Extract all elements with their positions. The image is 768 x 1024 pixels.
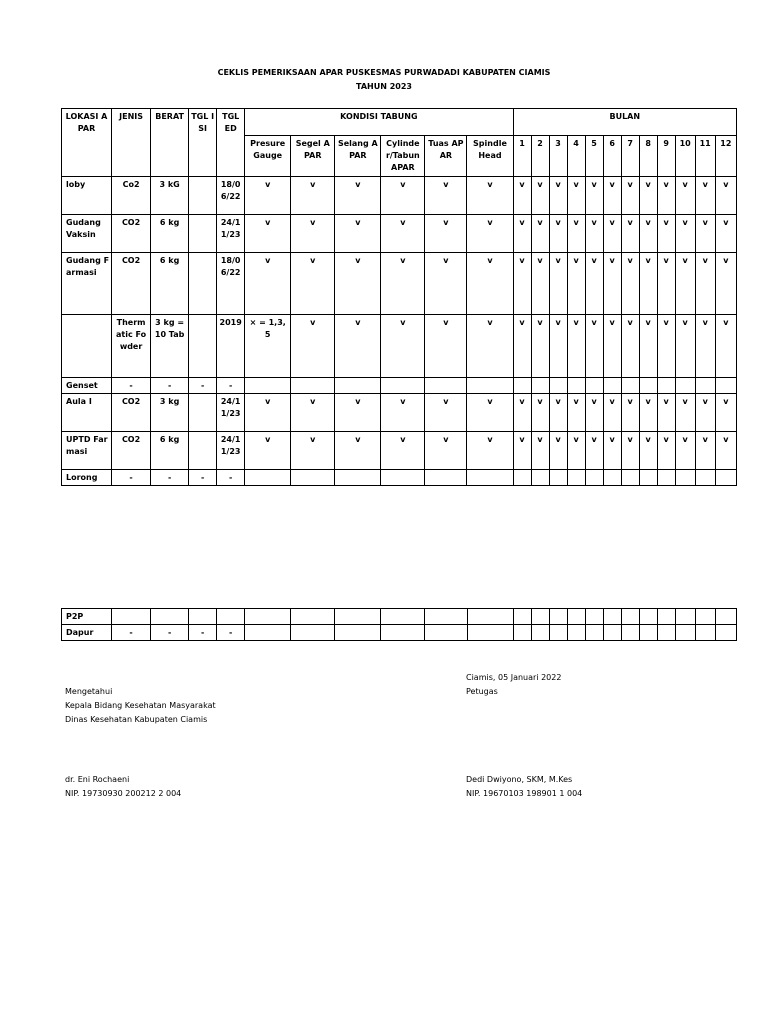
cell-month (621, 625, 639, 641)
cell-kondisi (467, 378, 513, 394)
cell-kondisi: v (245, 394, 291, 432)
apar-checklist-table-continued (61, 608, 737, 641)
cell-month (531, 609, 549, 625)
cell-month: v (531, 215, 549, 253)
cell-kondisi (291, 470, 335, 486)
header-month-1: 1 (513, 135, 531, 176)
left-signatory-nip: NIP. 19730930 200212 2 004 (65, 789, 182, 798)
document-subtitle: TAHUN 2023 (356, 82, 412, 91)
cell-berat: 3 kg (151, 394, 189, 432)
table-row (62, 253, 737, 315)
cell-jenis: CO2 (112, 253, 151, 315)
cell-kondisi: v (245, 215, 291, 253)
cell-month (549, 625, 567, 641)
cell-jenis: - (112, 470, 151, 486)
cell-tgl-isi: - (189, 470, 217, 486)
cell-month: v (657, 432, 675, 470)
cell-lokasi: loby (62, 177, 112, 215)
header-row-1 (62, 109, 737, 136)
cell-month: v (585, 432, 603, 470)
cell-month: v (675, 394, 695, 432)
cell-month: v (549, 432, 567, 470)
cell-kondisi: v (291, 177, 335, 215)
position-line-1: Kepala Bidang Kesehatan Masyarakat (65, 701, 216, 710)
cell-month (567, 378, 585, 394)
header-month-12: 12 (715, 135, 736, 176)
cell-kondisi: v (335, 394, 381, 432)
cell-kondisi (467, 609, 513, 625)
cell-kondisi: v (291, 432, 335, 470)
header-month-3: 3 (549, 135, 567, 176)
cell-kondisi: v (425, 315, 467, 378)
cell-kondisi: v (467, 394, 513, 432)
cell-month (531, 378, 549, 394)
cell-kondisi: × = 1,3,5 (245, 315, 291, 378)
cell-month: v (603, 177, 621, 215)
cell-tgl-ed (217, 609, 245, 625)
cell-lokasi: Genset (62, 378, 112, 394)
cell-kondisi: v (381, 253, 425, 315)
cell-kondisi: v (335, 177, 381, 215)
cell-month (567, 470, 585, 486)
cell-kondisi (425, 609, 467, 625)
cell-tgl-isi: - (189, 378, 217, 394)
cell-month: v (621, 394, 639, 432)
cell-month (639, 378, 657, 394)
cell-kondisi (291, 609, 335, 625)
cell-kondisi: v (291, 253, 335, 315)
cell-month: v (585, 315, 603, 378)
cell-month: v (585, 394, 603, 432)
header-jenis: JENIS (112, 109, 151, 177)
cell-jenis: Thermatic Fowder (112, 315, 151, 378)
cell-month: v (549, 315, 567, 378)
cell-month (567, 625, 585, 641)
cell-kondisi: v (335, 315, 381, 378)
cell-month (675, 470, 695, 486)
table-row (62, 625, 737, 641)
cell-berat: - (151, 625, 189, 641)
cell-kondisi (467, 470, 513, 486)
cell-month (657, 609, 675, 625)
cell-month (695, 625, 715, 641)
cell-month: v (675, 432, 695, 470)
cell-jenis (112, 609, 151, 625)
cell-month: v (567, 432, 585, 470)
cell-kondisi: v (291, 394, 335, 432)
cell-lokasi: Lorong (62, 470, 112, 486)
cell-month (513, 625, 531, 641)
cell-kondisi (425, 625, 467, 641)
cell-month: v (531, 315, 549, 378)
cell-month (603, 378, 621, 394)
document-title: CEKLIS PEMERIKSAAN APAR PUSKESMAS PURWADADI KABUPATEN CIAMIS (217, 68, 551, 77)
cell-month (603, 609, 621, 625)
cell-month (675, 378, 695, 394)
cell-kondisi: v (245, 177, 291, 215)
cell-month (549, 609, 567, 625)
cell-tgl-ed: 24/11/23 (217, 432, 245, 470)
cell-month (675, 609, 695, 625)
header-month-9: 9 (657, 135, 675, 176)
cell-month (657, 378, 675, 394)
cell-month: v (513, 177, 531, 215)
cell-month: v (657, 394, 675, 432)
cell-month (621, 470, 639, 486)
header-month-8: 8 (639, 135, 657, 176)
cell-month: v (657, 315, 675, 378)
cell-month: v (603, 253, 621, 315)
header-lokasi: LOKASI APAR (62, 109, 112, 177)
cell-month: v (695, 315, 715, 378)
cell-month (603, 625, 621, 641)
cell-month: v (675, 215, 695, 253)
cell-jenis: - (112, 625, 151, 641)
cell-month: v (549, 394, 567, 432)
cell-lokasi: Dapur (62, 625, 112, 641)
header-kondisi-tabung: KONDISI TABUNG (245, 109, 513, 136)
cell-month: v (695, 394, 715, 432)
cell-month: v (585, 177, 603, 215)
table-row (62, 177, 737, 215)
cell-tgl-ed: 24/11/23 (217, 394, 245, 432)
cell-lokasi: UPTD Farmasi (62, 432, 112, 470)
cell-kondisi (467, 625, 513, 641)
petugas-label: Petugas (466, 687, 498, 696)
cell-kondisi: v (467, 177, 513, 215)
header-kondisi-col: Spindle Head (467, 135, 513, 176)
cell-month (695, 378, 715, 394)
cell-month: v (639, 315, 657, 378)
header-month-7: 7 (621, 135, 639, 176)
cell-kondisi (245, 378, 291, 394)
table-row (62, 394, 737, 432)
cell-tgl-ed: 2019 (217, 315, 245, 378)
cell-kondisi (335, 625, 381, 641)
cell-tgl-isi (189, 215, 217, 253)
header-berat: BERAT (151, 109, 189, 177)
cell-month: v (531, 432, 549, 470)
cell-tgl-ed: - (217, 470, 245, 486)
cell-month: v (715, 177, 736, 215)
cell-month (585, 378, 603, 394)
cell-tgl-isi (189, 253, 217, 315)
cell-month: v (621, 253, 639, 315)
header-month-6: 6 (603, 135, 621, 176)
cell-kondisi (335, 609, 381, 625)
cell-berat: 6 kg (151, 432, 189, 470)
cell-month (585, 470, 603, 486)
cell-kondisi (245, 625, 291, 641)
cell-month: v (715, 394, 736, 432)
cell-month: v (567, 177, 585, 215)
cell-tgl-isi (189, 432, 217, 470)
header-kondisi-col: Presure Gauge (245, 135, 291, 176)
cell-month: v (639, 177, 657, 215)
cell-month: v (715, 253, 736, 315)
cell-month: v (621, 215, 639, 253)
place-date: Ciamis, 05 Januari 2022 (466, 673, 562, 682)
cell-month: v (567, 215, 585, 253)
cell-month (715, 625, 736, 641)
cell-month: v (603, 432, 621, 470)
cell-kondisi (245, 609, 291, 625)
cell-month: v (639, 253, 657, 315)
header-month-2: 2 (531, 135, 549, 176)
cell-tgl-isi (189, 394, 217, 432)
cell-month (715, 378, 736, 394)
cell-month (603, 470, 621, 486)
cell-month: v (621, 177, 639, 215)
cell-lokasi: Gudang Farmasi (62, 253, 112, 315)
cell-lokasi: Aula I (62, 394, 112, 432)
cell-kondisi: v (245, 253, 291, 315)
cell-month: v (513, 215, 531, 253)
apar-checklist-table (61, 108, 737, 486)
cell-month: v (657, 253, 675, 315)
cell-kondisi: v (425, 432, 467, 470)
cell-month: v (639, 432, 657, 470)
cell-month: v (621, 315, 639, 378)
cell-kondisi: v (425, 215, 467, 253)
cell-month (513, 378, 531, 394)
cell-month (675, 625, 695, 641)
cell-kondisi (335, 470, 381, 486)
cell-month: v (675, 177, 695, 215)
cell-month (715, 609, 736, 625)
cell-tgl-ed: 18/06/22 (217, 177, 245, 215)
right-signatory-name: Dedi Dwiyono, SKM, M.Kes (466, 775, 573, 784)
cell-month (549, 378, 567, 394)
cell-month: v (695, 215, 715, 253)
cell-kondisi: v (381, 394, 425, 432)
cell-jenis: Co2 (112, 177, 151, 215)
cell-berat: 3 kG (151, 177, 189, 215)
cell-kondisi: v (245, 432, 291, 470)
table-row (62, 470, 737, 486)
cell-kondisi (381, 378, 425, 394)
cell-berat: 6 kg (151, 253, 189, 315)
cell-month (531, 470, 549, 486)
cell-kondisi: v (291, 215, 335, 253)
cell-kondisi (425, 378, 467, 394)
cell-month: v (603, 215, 621, 253)
cell-tgl-isi (189, 609, 217, 625)
header-month-5: 5 (585, 135, 603, 176)
header-kondisi-col: Selang APAR (335, 135, 381, 176)
cell-month: v (695, 432, 715, 470)
cell-month: v (567, 315, 585, 378)
cell-tgl-ed: 24/11/23 (217, 215, 245, 253)
table-row (62, 609, 737, 625)
cell-month (621, 378, 639, 394)
table-row (62, 315, 737, 378)
cell-month: v (585, 215, 603, 253)
position-line-2: Dinas Kesehatan Kabupaten Ciamis (65, 715, 208, 724)
cell-lokasi: P2P (62, 609, 112, 625)
cell-month (657, 470, 675, 486)
cell-tgl-ed: - (217, 625, 245, 641)
cell-month: v (513, 253, 531, 315)
cell-month: v (657, 215, 675, 253)
cell-kondisi: v (335, 215, 381, 253)
cell-month: v (549, 215, 567, 253)
cell-month: v (639, 215, 657, 253)
cell-month: v (715, 215, 736, 253)
cell-month: v (549, 253, 567, 315)
cell-month: v (603, 394, 621, 432)
cell-month: v (715, 432, 736, 470)
cell-lokasi (62, 315, 112, 378)
cell-berat: - (151, 378, 189, 394)
cell-month: v (675, 315, 695, 378)
cell-kondisi (381, 609, 425, 625)
cell-kondisi: v (381, 315, 425, 378)
cell-kondisi: v (335, 432, 381, 470)
header-month-11: 11 (695, 135, 715, 176)
cell-kondisi: v (467, 253, 513, 315)
cell-kondisi: v (467, 215, 513, 253)
cell-month (715, 470, 736, 486)
cell-kondisi: v (467, 315, 513, 378)
cell-month: v (585, 253, 603, 315)
cell-month: v (675, 253, 695, 315)
cell-month: v (567, 394, 585, 432)
cell-month (513, 470, 531, 486)
cell-month: v (695, 253, 715, 315)
cell-jenis: CO2 (112, 394, 151, 432)
cell-month (513, 609, 531, 625)
cell-jenis: - (112, 378, 151, 394)
header-month-10: 10 (675, 135, 695, 176)
cell-month (585, 625, 603, 641)
cell-month (621, 609, 639, 625)
cell-berat: 6 kg (151, 215, 189, 253)
cell-month (639, 609, 657, 625)
cell-kondisi: v (425, 177, 467, 215)
header-kondisi-col: Tuas APAR (425, 135, 467, 176)
cell-month (695, 470, 715, 486)
cell-kondisi (381, 470, 425, 486)
cell-month (549, 470, 567, 486)
cell-berat: - (151, 470, 189, 486)
cell-month: v (621, 432, 639, 470)
cell-kondisi (335, 378, 381, 394)
cell-month: v (513, 315, 531, 378)
cell-berat: 3 kg = 10 Tab (151, 315, 189, 378)
right-signatory-nip: NIP. 19670103 198901 1 004 (466, 789, 583, 798)
cell-kondisi: v (425, 394, 467, 432)
cell-tgl-ed: 18/06/22 (217, 253, 245, 315)
cell-tgl-ed: - (217, 378, 245, 394)
cell-lokasi: Gudang Vaksin (62, 215, 112, 253)
cell-month: v (639, 394, 657, 432)
cell-kondisi (291, 625, 335, 641)
header-tgl-ed: TGL ED (217, 109, 245, 177)
cell-month: v (531, 253, 549, 315)
cell-kondisi: v (291, 315, 335, 378)
header-month-4: 4 (567, 135, 585, 176)
cell-month: v (695, 177, 715, 215)
cell-month: v (513, 432, 531, 470)
cell-kondisi (425, 470, 467, 486)
cell-jenis: CO2 (112, 215, 151, 253)
header-tgl-isi: TGL ISI (189, 109, 217, 177)
left-signatory-name: dr. Eni Rochaeni (65, 775, 130, 784)
cell-kondisi: v (425, 253, 467, 315)
cell-month: v (513, 394, 531, 432)
cell-month: v (715, 315, 736, 378)
cell-month (531, 625, 549, 641)
cell-month: v (531, 394, 549, 432)
cell-month: v (657, 177, 675, 215)
table-row (62, 432, 737, 470)
cell-month (639, 470, 657, 486)
cell-tgl-isi: - (189, 625, 217, 641)
cell-month (639, 625, 657, 641)
cell-jenis: CO2 (112, 432, 151, 470)
cell-kondisi (291, 378, 335, 394)
cell-kondisi: v (335, 253, 381, 315)
header-kondisi-col: Cylinder/Tabun APAR (381, 135, 425, 176)
cell-month: v (567, 253, 585, 315)
cell-kondisi (381, 625, 425, 641)
cell-month: v (531, 177, 549, 215)
cell-month: v (603, 315, 621, 378)
mengetahui-label: Mengetahui (65, 687, 113, 696)
cell-kondisi: v (381, 177, 425, 215)
cell-tgl-isi (189, 315, 217, 378)
header-bulan: BULAN (513, 109, 736, 136)
cell-tgl-isi (189, 177, 217, 215)
cell-kondisi (245, 470, 291, 486)
table-row (62, 215, 737, 253)
cell-kondisi: v (467, 432, 513, 470)
cell-month: v (549, 177, 567, 215)
cell-kondisi: v (381, 215, 425, 253)
table-row (62, 378, 737, 394)
cell-berat (151, 609, 189, 625)
cell-month (585, 609, 603, 625)
cell-month (567, 609, 585, 625)
cell-month (695, 609, 715, 625)
cell-month (657, 625, 675, 641)
header-kondisi-col: Segel APAR (291, 135, 335, 176)
cell-kondisi: v (381, 432, 425, 470)
